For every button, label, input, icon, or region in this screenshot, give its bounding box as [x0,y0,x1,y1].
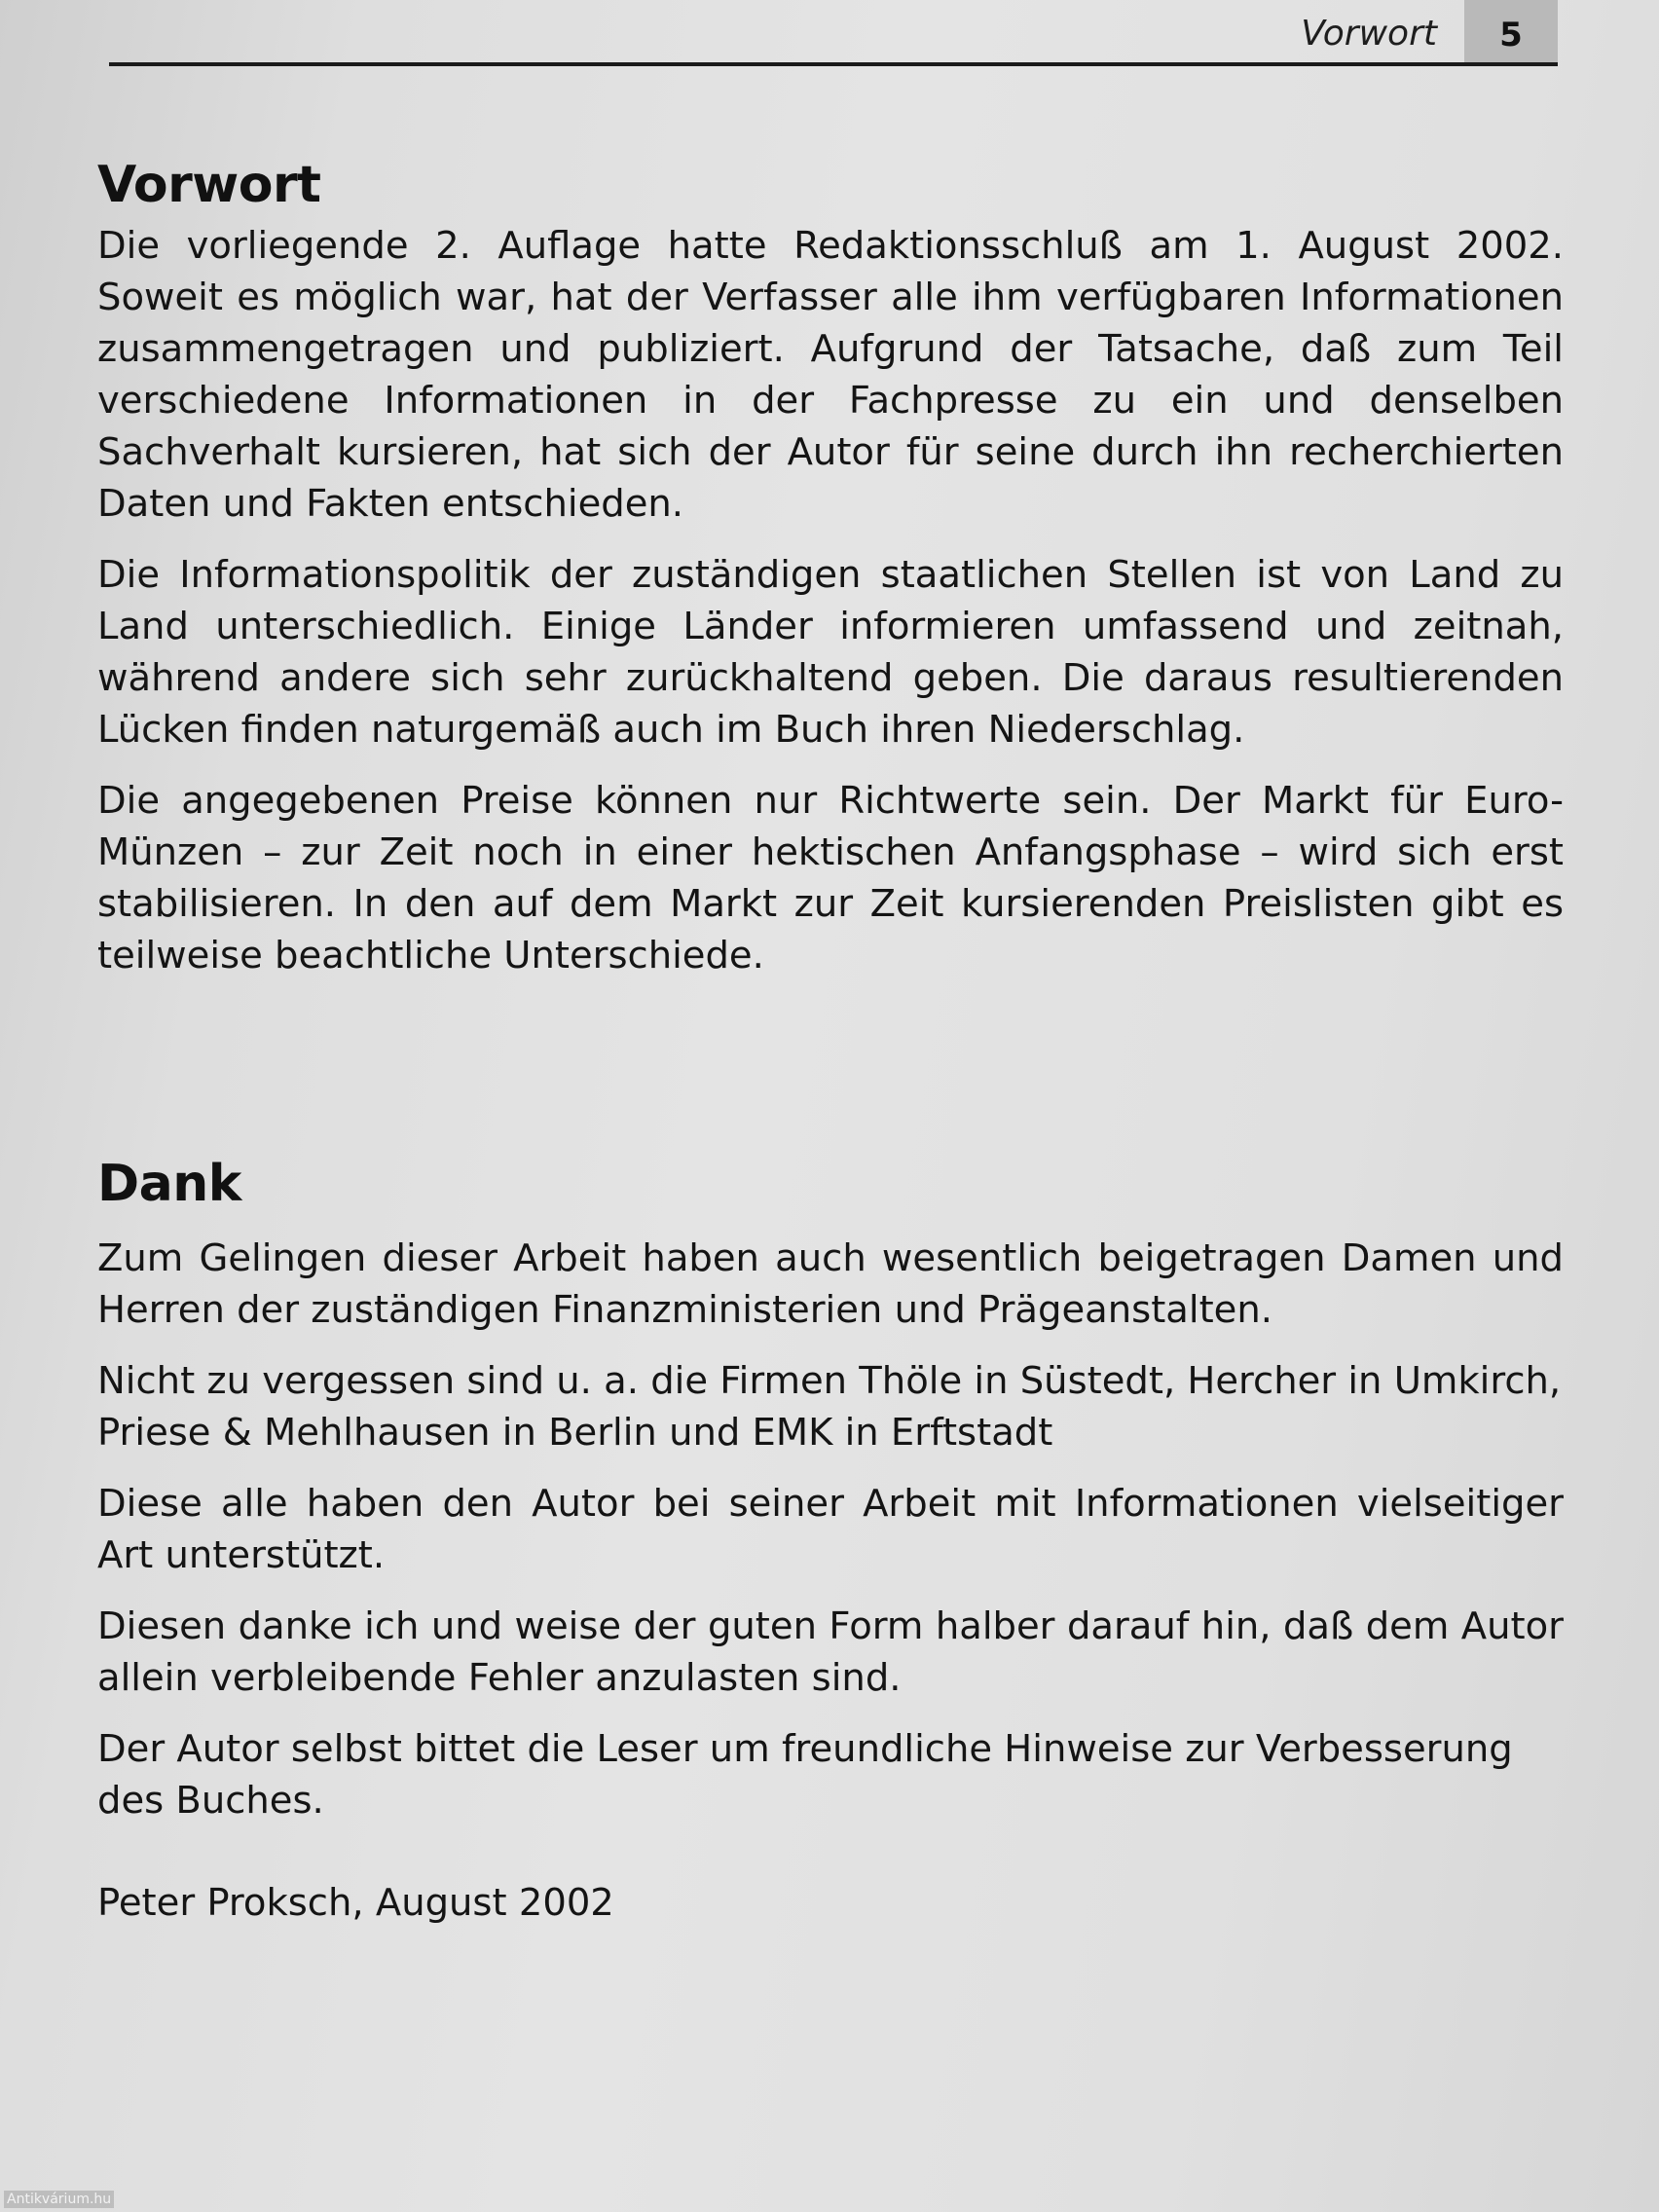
running-header [109,0,1558,66]
vorwort-paragraph-2: Die Informationspolitik der zuständigen staatlichen Stellen ist von Land zu Land unterschiedlich. Einige Länder informieren umfassend und zeitnah, während andere sich sehr zurückhaltend geben. Die daraus resultierenden Lücken finden naturgemäß auch im Buch ihren Niederschlag. [97,553,1564,752]
vorwort-paragraph-3: Die angegebenen Preise können nur Richtwerte sein. Der Markt für Euro-Münzen – zur Zeit noch in einer hektischen Anfangsphase – wird sich erst stabilisieren. In den auf dem Markt zur Zeit kursierenden Preislisten gibt es teilweise beachtliche Unterschiede. [97,779,1564,977]
page-content [97,156,1564,1929]
watermark: Antikvárium.hu [4,2191,114,2208]
signature: Peter Proksch, August 2002 [97,1881,614,1925]
header-rule [109,62,1558,66]
dank-paragraph-1: Zum Gelingen dieser Arbeit haben auch wesentlich beigetragen Damen und Herren der zuständigen Finanzministerien und Prägeanstalten. [97,1236,1564,1332]
section-heading-dank: Dank [97,1155,241,1213]
dank-paragraph-4: Diesen danke ich und weise der guten Form halber darauf hin, daß dem Autor allein verbleibende Fehler anzulasten sind. [97,1604,1564,1700]
dank-paragraph-5: Der Autor selbst bittet die Leser um freundliche Hinweise zur Verbesserung des Buches. [97,1727,1513,1823]
vorwort-paragraph-1: Die vorliegende 2. Auflage hatte Redaktionsschluß am 1. August 2002. Soweit es möglich war, hat der Verfasser alle ihm verfügbaren Informationen zusammengetragen und publiziert. Aufgrund der Tatsache, daß zum Teil verschiedene Informationen in der Fachpresse zu ein und denselben Sachverhalt kursieren, hat sich der Autor für seine durch ihn recherchierten Daten und Fakten entschieden. [97,224,1564,526]
page-number: 5 [1499,16,1523,55]
dank-paragraph-2: Nicht zu vergessen sind u. a. die Firmen Thöle in Süstedt, Hercher in Umkirch, Priese & Mehlhausen in Berlin und EMK in Erftstadt [97,1359,1562,1455]
running-title: Vorwort [1301,14,1437,54]
section-heading-vorwort: Vorwort [97,156,321,214]
dank-paragraph-3: Diese alle haben den Autor bei seiner Arbeit mit Informationen vielseitiger Art unterstützt. [97,1482,1564,1577]
page-number-box [1464,0,1558,62]
